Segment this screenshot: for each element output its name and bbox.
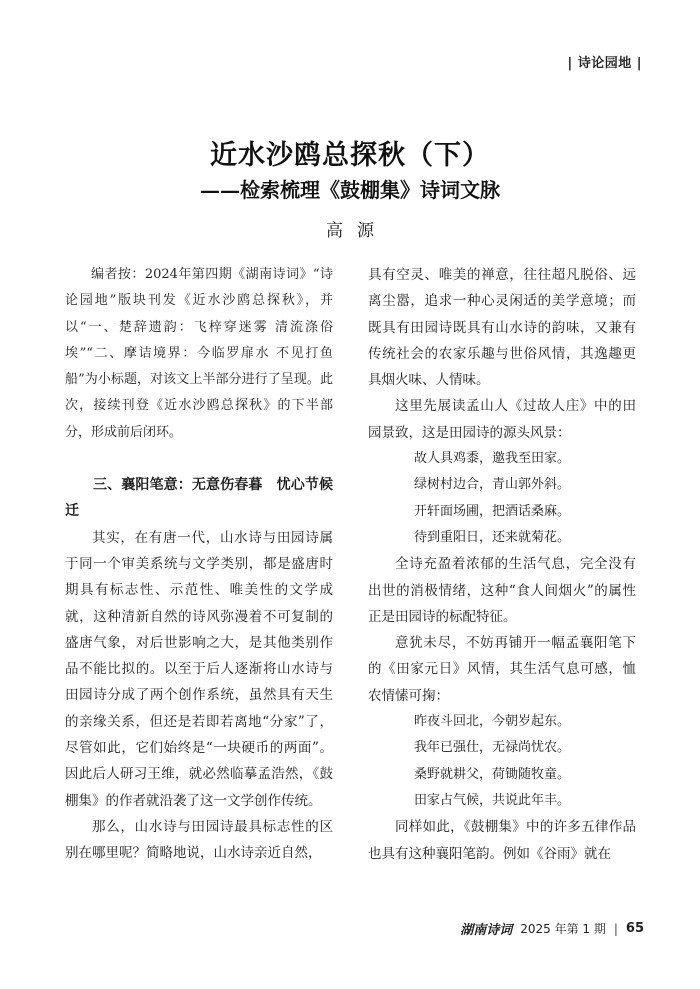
article-subtitle: ——检索梳理《鼓棚集》诗词文脉 <box>200 178 500 202</box>
page-number: 65 <box>625 921 644 936</box>
journal-logo: 湖南诗词 <box>460 923 513 938</box>
poem-line: 田家占气候，共说此年丰。 <box>414 792 571 808</box>
poem-tian-jia-yuan-ri <box>368 709 636 814</box>
poem-guo-gu-ren-zhuang <box>368 446 636 551</box>
poem-line: 开轩面场圃，把酒话桑麻。 <box>414 503 571 519</box>
footer-separator: | <box>613 921 618 936</box>
left-column <box>65 262 333 867</box>
poem-line: 故人具鸡黍，邀我至田家。 <box>414 451 571 467</box>
right-column <box>368 262 636 867</box>
body-paragraph: 那么，山水诗与田园诗最具标志性的区别在哪里呢？简略地说，山水诗亲近自然， <box>65 818 333 862</box>
poem-line: 昨夜斗回北，今朝岁起东。 <box>414 714 571 730</box>
issue-label: 2025 年第 1 期 <box>520 922 606 936</box>
editor-note: 编者按：2024年第四期《湖南诗词》“诗论园地”版块刊发《近水沙鸥总探秋》，并以“一、楚辞遗韵：飞梓穿迷雾 清流涤俗埃”“二、摩诘境界：今临罗扉水 不见打鱼船”为小标题，对该文上半部分进行了呈现。此次，接续刊登《近水沙鸥总探秋》的下半部分，形成前后闭环。 <box>65 267 333 440</box>
body-paragraph: 全诗充盈着浓郁的生活气息，完全没有出世的消极情绪，这种“食人间烟火”的属性正是田园诗的标配特征。 <box>368 556 636 625</box>
section-tag: | 诗论园地 | <box>567 56 642 71</box>
page-footer <box>460 919 644 938</box>
section-heading: 三、襄阳笔意：无意伤春暮 忧心节候迁 <box>65 477 333 520</box>
body-paragraph: 同样如此，《鼓棚集》中的许多五律作品也具有这种襄阳笔韵。例如《谷雨》就在 <box>368 819 636 862</box>
body-paragraph: 其实，在有唐一代，山水诗与田园诗属于同一个审美系统与文学类别，都是盛唐时期具有标志性、示范性、唯美性的文学成就，这种清新自然的诗风弥漫着不可复制的盛唐气象，对后世影响之大，是其他类别作品不能比拟的。以至于后人逐渐将山水诗与田园诗分成了两个创作系统，虽然具有天生的亲缘关系，但还是若即若离地“分家”了，尽管如此，它们始终是“一块硬币的两面”。因此后人研习王维，就必然临摹孟浩然，《鼓棚集》的作者就沿袭了这一文学创作传统。 <box>65 529 333 809</box>
poem-line: 绿树村边合，青山郭外斜。 <box>414 477 571 493</box>
poem-line: 待到重阳日，还来就菊花。 <box>414 529 571 545</box>
body-paragraph: 具有空灵、唯美的禅意，往往超凡脱俗、远离尘嚣，追求一种心灵闲适的美学意境；而既具有田园诗既具有山水诗的韵味，又兼有传统社会的农家乐趣与世俗风情，其逸趣更具烟火味、人情味。 <box>368 267 636 389</box>
body-paragraph: 意犹未尽，不妨再铺开一幅孟襄阳笔下的《田家元日》风情，其生活气息可感，恤农情愫可掬： <box>368 635 636 704</box>
article-author: 高源 <box>326 221 388 241</box>
body-paragraph: 这里先展读孟山人《过故人庄》中的田园景致，这是田园诗的源头风景： <box>368 398 636 441</box>
article-title: 近水沙鸥总探秋（下） <box>210 140 490 171</box>
poem-line: 我年已强仕，无禄尚忧农。 <box>414 740 571 756</box>
poem-line: 桑野就耕父，荷锄随牧童。 <box>414 766 571 782</box>
